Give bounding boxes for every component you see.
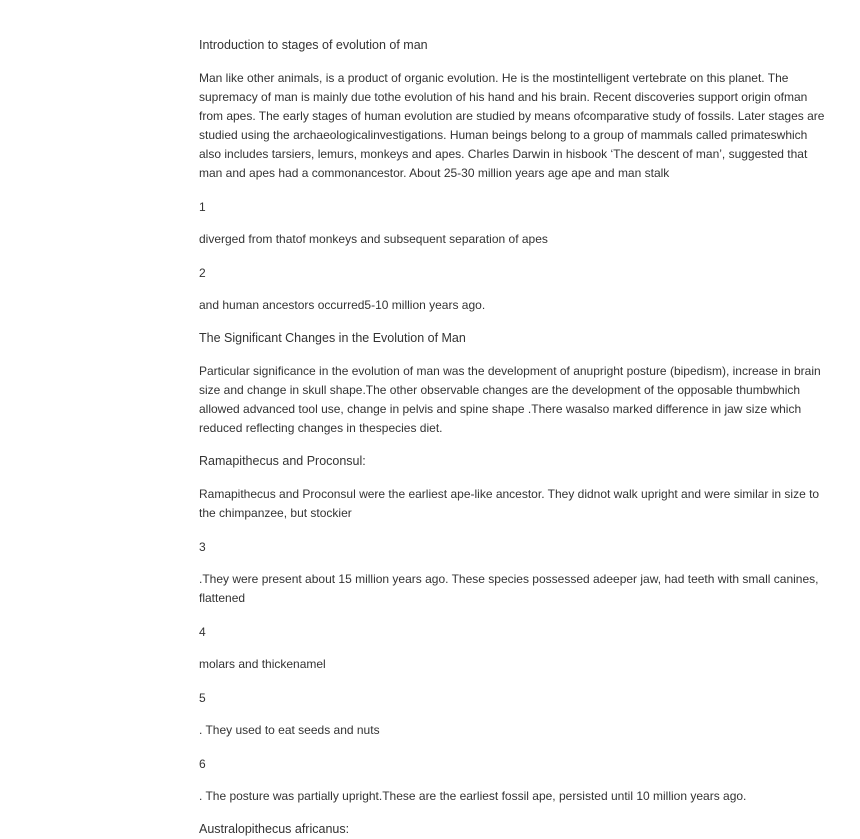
ramapithecus-paragraph-continued: . They used to eat seeds and nuts — [199, 723, 380, 737]
ramapithecus-paragraph: Ramapithecus and Proconsul were the earliest ape-like ancestor. They didnot walk upright and were similar in size to the chimpanzee, but stockier — [199, 487, 820, 520]
intro-paragraph-continued: diverged from thatof monkeys and subsequent separation of apes — [199, 232, 548, 246]
ramapithecus-paragraph-continued: .They were present about 15 million years ago. These species possessed adeeper jaw, had teeth with small canines, flattened — [199, 572, 819, 605]
footnote-marker-2: 2 — [199, 266, 206, 280]
section-heading-ramapithecus: Ramapithecus and Proconsul: — [199, 454, 366, 468]
intro-paragraph: Man like other animals, is a product of organic evolution. He is the mostintelligent vertebrate on this planet. The supremacy of man is mainly due tothe evolution of his hand and his brain. Recent discoveries support origin ofman from apes. The early stages of human evolution are studied by means ofcomparative study of fossils. Later stages are studied using the archaeologicalinvestigations. Human beings belong to a group of mammals called primateswhich also includes tarsiers, lemurs, monkeys and apes. Charles Darwin in hisbook ‘The descent of man’, suggested that man and apes had a commonancestor. About 25-30 million years age ape and man stalk — [199, 71, 825, 180]
footnote-marker-5: 5 — [199, 691, 206, 705]
significant-changes-paragraph: Particular significance in the evolution of man was the development of anupright posture (bipedism), increase in brain size and change in skull shape.The other observable changes are the development of the opposable thumbwhich allowed advanced tool use, change in pelvis and spine shape .There wasalso marked difference in jaw size which reduced reflecting changes in thespecies diet. — [199, 364, 821, 435]
ramapithecus-paragraph-continued: . The posture was partially upright.These are the earliest fossil ape, persisted until 10 million years ago. — [199, 789, 747, 803]
footnote-marker-6: 6 — [199, 757, 206, 771]
ramapithecus-paragraph-continued: molars and thickenamel — [199, 657, 326, 671]
section-heading-australopithecus: Australopithecus africanus: — [199, 822, 350, 836]
section-heading-significant-changes: The Significant Changes in the Evolution of Man — [199, 331, 466, 345]
footnote-marker-1: 1 — [199, 200, 206, 214]
footnote-marker-4: 4 — [199, 625, 206, 639]
footnote-marker-3: 3 — [199, 540, 206, 554]
intro-paragraph-continued: and human ancestors occurred5-10 million years ago. — [199, 298, 486, 312]
document-title: Introduction to stages of evolution of man — [199, 38, 428, 52]
